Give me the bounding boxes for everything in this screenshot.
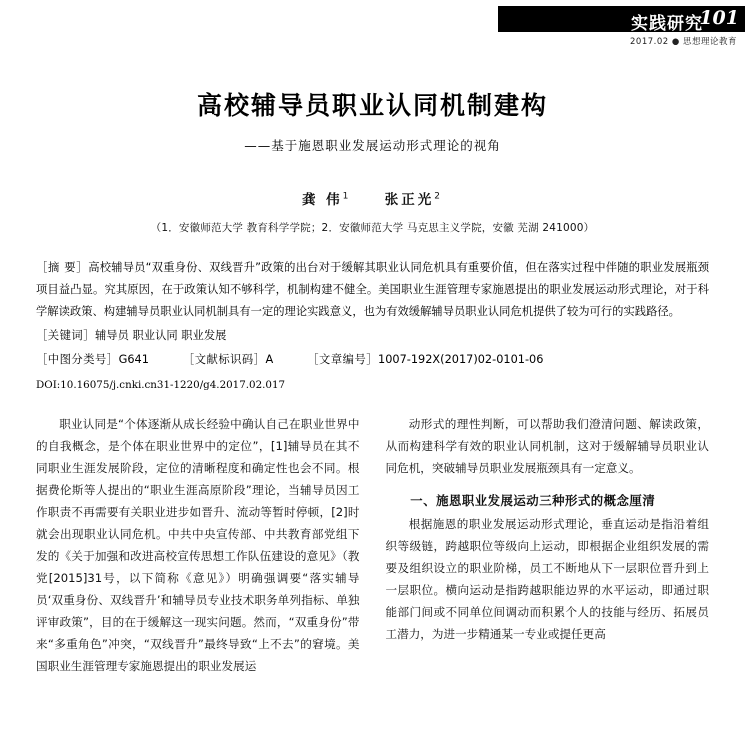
abstract-block <box>36 257 709 395</box>
author-name-2: 张正光 <box>384 192 435 208</box>
header-issue-line: 2017.02 ● 思想理论教育 <box>630 37 737 47</box>
author-name-1: 龚 伟 <box>301 192 343 208</box>
keywords-value: 辅导员 职业认同 职业发展 <box>95 329 227 343</box>
keywords-row <box>36 325 709 347</box>
doc-segment <box>183 349 273 371</box>
artno-segment <box>307 349 543 371</box>
body-columns <box>36 413 709 677</box>
doc-value: A <box>265 353 274 367</box>
abstract-paragraph <box>36 257 709 323</box>
column-right <box>386 413 710 677</box>
artno-value: 1007-192X(2017)02-0101-06 <box>378 353 544 367</box>
author-sup-2: 2 <box>434 191 444 202</box>
paragraph: 职业认同是“个体逐渐从成长经验中确认自己在职业世界中的自我概念，是个体在职业世界中的定位”，[1]辅导员在其不同职业生涯发展阶段，定位的清晰程度和确定性也会不同。根据费伦斯等人提出的“职业生涯高原阶段”理论，当辅导员因工作职责不再需要有关职业进步如晋升、流动等暂时停顿，[2]时就会出现职业认同危机。中共中央宣传部、中共教育部党组下发的《关于加强和改进高校宣传思想工作队伍建设的意见》（教党[2015]31号，以下简称《意见》）明确强调要“落实辅导员‘双重身份、双线晋升’和辅导员专业技术职务单列指标、单独评审政策”，目的在于缓解这一现实问题。然而，“双重身份”带来“多重角色”冲突，“双线晋升”最终导致“上不去”的窘境。美国职业生涯管理专家施恩提出的职业发展运 <box>36 417 360 674</box>
paragraph: 动形式的理性判断，可以帮助我们澄清问题、解读政策，从而构建科学有效的职业认同机制，这对于缓解辅导员职业认同危机，突破辅导员职业发展瓶颈具有一定意义。 <box>385 417 709 476</box>
classification-row <box>36 349 709 371</box>
page-header <box>0 0 745 52</box>
header-banner-title: 实践研究 <box>631 14 703 34</box>
page-title: 高校辅导员职业认同机制建构 <box>196 91 548 120</box>
doi-line: DOI:10.16075/j.cnki.cn31-1220/g4.2017.02.017 <box>36 379 286 392</box>
title-block <box>0 86 745 235</box>
abstract-label: ［摘 要］ <box>36 261 89 274</box>
clc-label: ［中图分类号］ <box>36 353 119 367</box>
keywords-label: ［关键词］ <box>36 329 95 343</box>
abstract-text: 高校辅导员“双重身份、双线晋升”政策的出台对于缓解其职业认同危机具有重要价值，但在落实过程中伴随的职业发展瓶颈项目益凸显。究其原因，在于政策认知不够科学，机制构建不健全。美国职业生涯管理专家施恩提出的职业发展运动形式理论，对于科学解读政策、构建辅导员职业认同机制具有一定的理论实践意义，也为有效缓解辅导员职业认同危机提供了较为可行的实践路径。 <box>36 261 709 319</box>
header-page-number: 101 <box>699 7 739 29</box>
paragraph: 根据施恩的职业发展运动形式理论，垂直运动是指沿着组织等级链，跨越职位等级向上运动，即根据企业组织发展的需要及组织设立的职业阶梯，员工不断地从下一层职位晋升到上一层职位。横向运动是指跨越职能边界的水平运动，即通过职能部门间或不同单位间调动而积累个人的技能与经历、拓展员工潜力，为进一步精通某一专业或提任更高 <box>385 516 709 641</box>
authors <box>0 188 745 208</box>
page-subtitle: ——基于施恩职业发展运动形式理论的视角 <box>244 138 501 153</box>
doc-label: ［文献标识码］ <box>182 353 266 367</box>
section-heading: 一、施恩职业发展运动三种形式的概念厘清 <box>410 493 656 509</box>
column-left <box>36 413 360 677</box>
author-sup-1: 1 <box>342 191 352 202</box>
affiliation: （1．安徽师范大学 教育科学学院；2．安徽师范大学 马克思主义学院，安徽 芜湖 241000） <box>150 222 595 234</box>
clc-segment <box>36 349 149 371</box>
artno-label: ［文章编号］ <box>307 353 379 367</box>
clc-value: G641 <box>118 353 149 367</box>
